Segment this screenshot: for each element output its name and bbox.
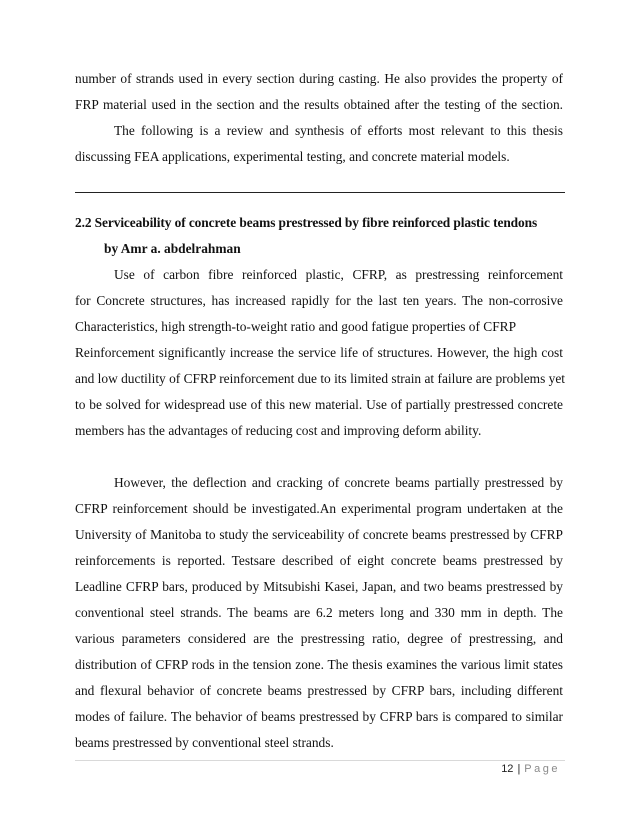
intro-line: FRP material used in the section and the results obtained after the testing of the section.	[75, 97, 563, 112]
footer-separator: |	[517, 763, 521, 775]
para2-line: various parameters considered are the prestressing ratio, degree of prestressing, and	[75, 631, 563, 646]
section-author: by Amr a. abdelrahman	[104, 241, 241, 256]
para2-line: distribution of CFRP rods in the tension zone. The thesis examines the various limit states	[75, 657, 563, 672]
para2-line: University of Manitoba to study the serviceability of concrete beams prestressed by CFRP	[75, 527, 563, 542]
para2-line: However, the deflection and cracking of concrete beams partially prestressed by	[114, 475, 563, 490]
page-number: 12	[501, 763, 514, 775]
para1-line: Use of carbon fibre reinforced plastic, CFRP, as prestressing reinforcement	[114, 267, 563, 282]
section-heading: 2.2 Serviceability of concrete beams prestressed by fibre reinforced plastic tendons	[75, 215, 538, 230]
para1-line: Characteristics, high strength-to-weight ratio and good fatigue properties of CFRP	[75, 319, 517, 334]
para1-line: and low ductility of CFRP reinforcement due to its limited strain at failure are problems yet	[75, 371, 566, 386]
para2-line: reinforcements is reported. Testsare described of eight concrete beams prestressed by	[75, 553, 563, 568]
intro-line: discussing FEA applications, experimental testing, and concrete material models.	[75, 149, 510, 164]
intro-line: The following is a review and synthesis of efforts most relevant to this thesis	[114, 123, 563, 138]
footer-divider	[75, 760, 565, 761]
para1-line: for Concrete structures, has increased rapidly for the last ten years. The non-corrosive	[75, 293, 563, 308]
page-label: Page	[524, 763, 560, 775]
para2-line: Leadline CFRP bars, produced by Mitsubishi Kasei, Japan, and two beams prestressed by	[75, 579, 563, 594]
para2-line: modes of failure. The behavior of beams prestressed by CFRP bars is compared to similar	[75, 709, 563, 724]
para2-line: conventional steel strands. The beams are 6.2 meters long and 330 mm in depth. The	[75, 605, 563, 620]
para1-line: members has the advantages of reducing cost and improving deform ability.	[75, 423, 482, 438]
para2-line: beams prestressed by conventional steel strands.	[75, 735, 334, 750]
page-footer	[501, 763, 560, 775]
para2-line: and flexural behavior of concrete beams prestressed by CFRP bars, including different	[75, 683, 563, 698]
intro-line: number of strands used in every section during casting. He also provides the property of	[75, 71, 563, 86]
para2-line: CFRP reinforcement should be investigated.An experimental program undertaken at the	[75, 501, 563, 516]
section-divider	[75, 192, 565, 193]
para1-line: to be solved for widespread use of this new material. Use of partially prestressed concrete	[75, 397, 563, 412]
para1-line: Reinforcement significantly increase the service life of structures. However, the high cost	[75, 345, 563, 360]
